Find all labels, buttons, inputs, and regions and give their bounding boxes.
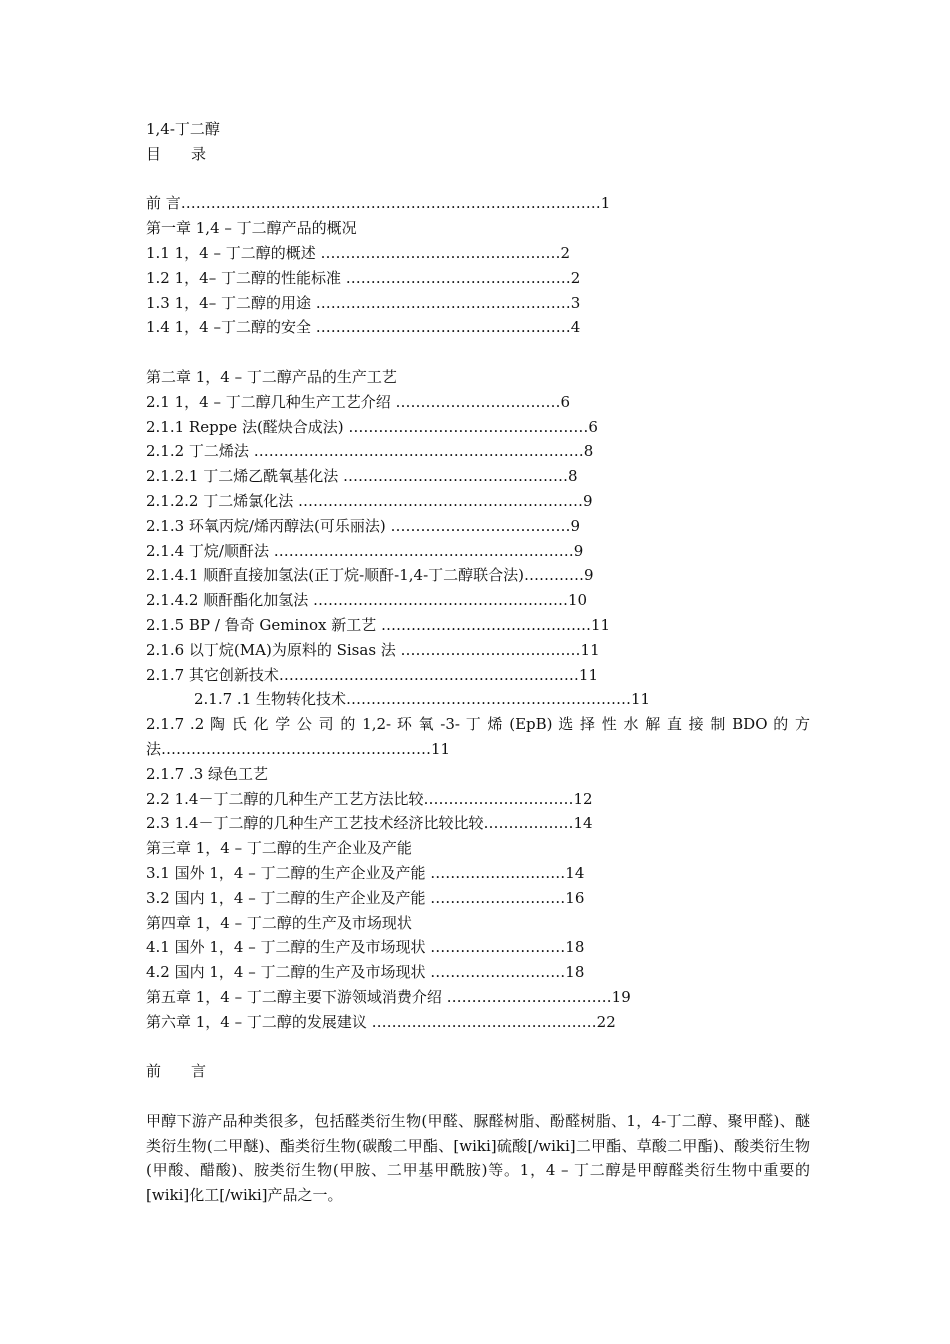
toc-entry: 前 言…………………………………………………………………………1 — [146, 194, 611, 213]
toc-entry-wrapped: 2.1.7 .2 陶 氏 化 学 公 司 的 1,2- 环 氧 -3- 丁 烯 (EpB) 选 择 性 水 解 直 接 制 BDO 的 方 法………………………………………………11 — [146, 715, 810, 758]
toc-entry: 3.1 国外 1，4 – 丁二醇的生产企业及产能 ………………………14 — [146, 863, 585, 882]
toc-entry: 2.1.7 其它创新技术……………………………………………………11 — [146, 665, 599, 684]
toc-entry: 2.2 1.4－丁二醇的几种生产工艺方法比较…………………………12 — [146, 789, 593, 808]
preface-paragraph: 甲醇下游产品种类很多，包括醛类衍生物(甲醛、脲醛树脂、酚醛树脂、1，4-丁二醇、聚甲醛)、醚类衍生物(二甲醚)、酯类衍生物(碳酸二甲酯、[wiki]硫酸[/wiki]二甲酯、草酸二甲酯)、酸类衍生物(甲酸、醋酸)、胺类衍生物(甲胺、二甲基甲酰胺)等。1，4 – 丁二醇是甲醇醛类衍生物中重要的[wiki]化工[/wiki]产品之一。 — [146, 1111, 810, 1205]
toc-entry: 第四章 1，4 – 丁二醇的生产及市场现状 — [146, 913, 412, 932]
toc-entry: 2.1.1 Reppe 法(醛炔合成法) …………………………………………6 — [146, 417, 598, 436]
toc-entry: 第三章 1，4 – 丁二醇的生产企业及产能 — [146, 839, 412, 858]
toc-entry: 第五章 1，4 – 丁二醇主要下游领域消费介绍 ……………………………19 — [146, 987, 631, 1006]
spacer — [146, 1034, 810, 1059]
toc-entry: 2.1.4.2 顺酐酯化加氢法 ……………………………………………10 — [146, 591, 588, 610]
toc-entry: 2.1.2.1 丁二烯乙酰氧基化法 ………………………………………8 — [146, 467, 578, 486]
toc-entry: 2.1.4.1 顺酐直接加氢法(正丁烷-顺酐-1,4-丁二醇联合法)…………9 — [146, 566, 594, 585]
toc-entry: 4.2 国内 1，4 – 丁二醇的生产及市场现状 ………………………18 — [146, 963, 585, 982]
toc-entry: 4.1 国外 1，4 – 丁二醇的生产及市场现状 ………………………18 — [146, 938, 585, 957]
toc-entry: 1.4 1，4 –丁二醇的安全 ……………………………………………4 — [146, 318, 581, 337]
document-page — [146, 117, 810, 1208]
toc-entry: 1.1 1，4 – 丁二醇的概述 …………………………………………2 — [146, 243, 571, 262]
toc-entry: 2.1.6 以丁烷(MA)为原料的 Sisas 法 ………………………………11 — [146, 640, 600, 659]
preface-heading: 前 言 — [146, 1062, 207, 1081]
toc-heading: 目 录 — [146, 144, 207, 163]
toc-entry: 2.1.7 .3 绿色工艺 — [146, 764, 269, 783]
toc-entry-blank — [146, 340, 810, 365]
toc-entry: 1.2 1，4– 丁二醇的性能标准 ………………………………………2 — [146, 268, 581, 287]
toc-entry: 2.1.4 丁烷/顺酐法 ……………………………………………………9 — [146, 541, 584, 560]
toc-entry: 2.3 1.4－丁二醇的几种生产工艺技术经济比较比较………………14 — [146, 814, 593, 833]
document-title: 1,4-丁二醇 — [146, 120, 220, 138]
toc-entry: 2.1.3 环氧丙烷/烯丙醇法(可乐丽法) ………………………………9 — [146, 516, 581, 535]
toc-entry: 第一章 1,4 – 丁二醇产品的概况 — [146, 219, 357, 238]
toc-entry: 2.1.7 .1 生物转化技术…………………………………………………11 — [194, 690, 651, 709]
toc-entry: 2.1.2 丁二烯法 …………………………………………………………8 — [146, 442, 594, 461]
toc-entry: 1.3 1，4– 丁二醇的用途 ……………………………………………3 — [146, 293, 581, 312]
toc-entry: 2.1.5 BP / 鲁奇 Geminox 新工艺 ……………………………………11 — [146, 615, 611, 634]
toc-entry: 3.2 国内 1，4 – 丁二醇的生产企业及产能 ………………………16 — [146, 888, 585, 907]
toc-entry: 第二章 1，4 – 丁二醇产品的生产工艺 — [146, 367, 397, 386]
spacer — [146, 167, 810, 192]
toc-entry: 2.1.2.2 丁二烯氯化法 …………………………………………………9 — [146, 491, 593, 510]
toc-entry: 第六章 1，4 – 丁二醇的发展建议 ………………………………………22 — [146, 1012, 616, 1031]
toc-entry: 2.1 1，4 – 丁二醇几种生产工艺介绍 ……………………………6 — [146, 392, 571, 411]
spacer — [146, 1084, 810, 1109]
